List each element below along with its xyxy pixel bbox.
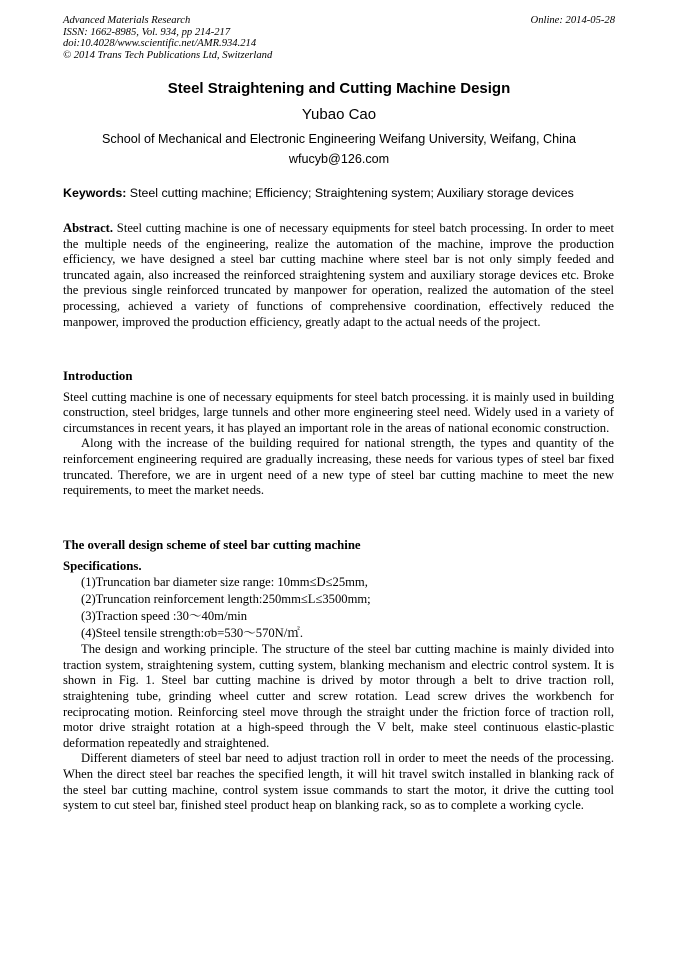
email: wfucyb@126.com bbox=[288, 152, 390, 166]
introduction-section bbox=[63, 369, 614, 499]
keywords-text: Steel cutting machine; Efficiency; Straightening system; Auxiliary storage devices bbox=[126, 186, 574, 200]
abstract bbox=[63, 221, 614, 330]
paragraph: Different diameters of steel bar need to adjust traction roll in order to meet the needs of the processing. When the direct steel bar reaches the specified length, it will hit travel switch installed in blanking rack of the steel bar cutting machine, control system issue commands to start the motor, it drive the cutting tool system to cut steel bar, finished steel product heap on blanking rack, so as to complete a working cycle. bbox=[63, 751, 614, 813]
copyright: © 2014 Trans Tech Publications Ltd, Switzerland bbox=[63, 49, 273, 61]
doi: doi:10.4028/www.scientific.net/AMR.934.214 bbox=[63, 38, 257, 50]
section-heading: The overall design scheme of steel bar cutting machine bbox=[63, 538, 361, 552]
subsection-heading: Specifications. bbox=[63, 558, 142, 573]
spec-item: (3)Traction speed :30～40m/min bbox=[81, 609, 248, 624]
spec-item: (2)Truncation reinforcement length:250mm≤L≤3500mm; bbox=[81, 592, 371, 607]
paragraph: Steel cutting machine is one of necessary equipments for steel batch processing. it is mainly used in building construction, steel bridges, large tunnels and other more engineering steel need. Widely used in a variety of circumstances in recent years, it has played an important role in the areas of national economic construction. bbox=[63, 389, 614, 435]
design-section bbox=[63, 538, 614, 814]
abstract-text: Steel cutting machine is one of necessary equipments for steel batch processing. In order to meet the multiple needs of the engineering, realize the automation of the machine, improve the production efficiency, we have designed a steel bar cutting machine where steel bar is not only simply feeded and truncated again, also increased the reinforced straightening system and auxiliary storage devices etc. Broke the previous single reinforced truncated by manpower for operation, realized the automation of the steel processing, achieved a variety of functions of comprehensive coordination, effectively reduced the manpower, improved the production efficiency, greatly adapt to the actual needs of the project. bbox=[63, 221, 614, 329]
abstract-label: Abstract. bbox=[63, 221, 114, 235]
journal-header bbox=[63, 15, 272, 61]
keywords-label: Keywords: bbox=[63, 186, 127, 200]
spec-item: (1)Truncation bar diameter size range: 10mm≤D≤25mm, bbox=[81, 575, 368, 590]
paper-title: Steel Straightening and Cutting Machine Design bbox=[167, 80, 511, 97]
paragraph: Along with the increase of the building required for national strength, the types and quantity of the reinforcement engineering required are gradually increasing, these needs for various types of steel bar fixed truncated. Therefore, we are in urgent need of a new type of steel bar cutting machine to meet the new requirements, to meet the market needs. bbox=[63, 436, 614, 498]
online-date: Online: 2014-05-28 bbox=[530, 15, 615, 26]
paragraph: The design and working principle. The structure of the steel bar cutting machine is mainly divided into traction system, straightening system, cutting system, blanking mechanism and electric control system. It is shown in Fig. 1. Steel bar cutting machine is drived by motor through a belt to drive traction roll, straightening tube, grinding wheel cutter and screw rotation. Lead screw drives the workbench for reciprocating motion. Reinforcing steel move through the straight under the friction force of traction roll, motor drive straight rotation at a high-speed through the V belt, make steel continuous elastic-plastic deformation repeatedly and straightened. bbox=[63, 642, 614, 750]
author: Yubao Cao bbox=[301, 106, 377, 123]
spec-item: (4)Steel tensile strength:σb=530～570N/㎡. bbox=[81, 626, 304, 641]
keywords bbox=[63, 186, 614, 202]
affiliation: School of Mechanical and Electronic Engineering Weifang University, Weifang, China bbox=[102, 132, 576, 146]
section-heading: Introduction bbox=[63, 369, 133, 383]
issn: ISSN: 1662-8985, Vol. 934, pp 214-217 bbox=[63, 26, 231, 38]
journal-name: Advanced Materials Research bbox=[63, 15, 191, 26]
